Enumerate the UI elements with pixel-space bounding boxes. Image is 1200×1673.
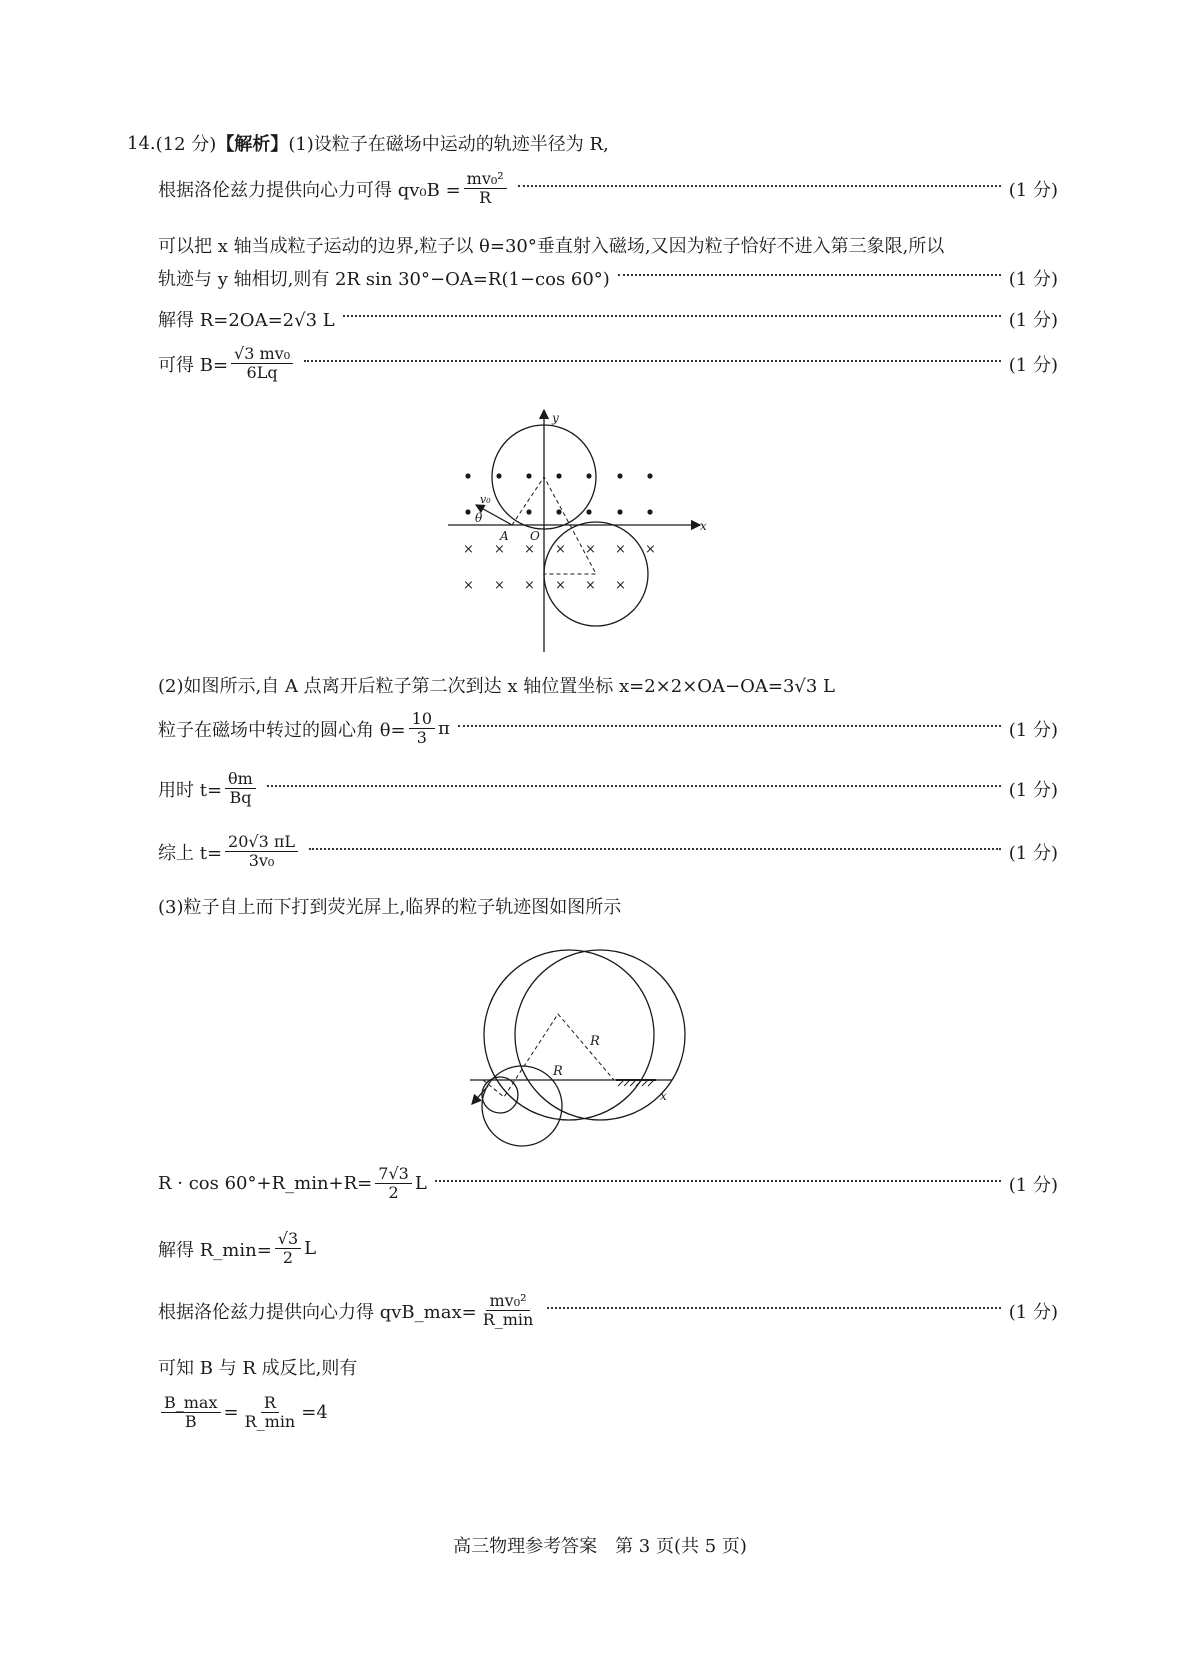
- part2-line1: [158, 672, 1058, 698]
- score-label: (1 分): [1008, 354, 1058, 376]
- leader-dots: [304, 360, 1001, 362]
- paragraph-text: 可知 B 与 R 成反比,则有: [158, 1358, 358, 1379]
- fraction-denominator: R_min: [244, 1412, 296, 1432]
- equals-sign: =: [223, 1402, 239, 1424]
- svg-text:×: ×: [524, 578, 535, 593]
- formula-tail: L: [414, 1173, 427, 1195]
- problem-heading: [127, 130, 1027, 156]
- part3-line3: [158, 1230, 1058, 1268]
- svg-text:×: ×: [615, 542, 626, 557]
- fraction: [225, 770, 256, 808]
- svg-text:×: ×: [585, 542, 596, 557]
- part3-line6: [158, 1394, 1058, 1432]
- dashed-radius-upper: [512, 477, 570, 525]
- leader-dots: [518, 185, 1001, 187]
- fraction-numerator: mv₀²: [464, 170, 507, 189]
- fraction-denominator: Bq: [229, 788, 252, 808]
- part2-line3: [158, 770, 1058, 808]
- fraction: [464, 170, 507, 208]
- formula-text: 解得 R=2OA=2√3 L: [158, 310, 335, 331]
- fraction-denominator: 2: [282, 1248, 294, 1268]
- leader-dots: [309, 848, 1001, 850]
- leader-dots: [343, 315, 1001, 317]
- part2-line4: [158, 833, 1058, 871]
- svg-text:×: ×: [555, 578, 566, 593]
- paragraph-text: 可以把 x 轴当成粒子运动的边界,粒子以 θ=30°垂直射入磁场,又因为粒子恰好不进入第三象限,所以: [158, 236, 945, 257]
- field-dots: [465, 473, 652, 514]
- problem-points: (12 分): [155, 134, 217, 155]
- screen-hatching: [616, 1080, 656, 1086]
- formula-text: 用时 t=: [158, 779, 223, 801]
- svg-text:×: ×: [463, 542, 474, 557]
- part3-line5: [158, 1354, 1058, 1380]
- part1-line3: [158, 265, 1058, 291]
- tiny-trajectory-circle: [482, 1077, 518, 1113]
- svg-text:×: ×: [463, 578, 474, 593]
- fraction: [375, 1165, 412, 1203]
- score-label: (1 分): [1008, 310, 1058, 331]
- formula-text: 根据洛伦兹力提供向心力可得 qv₀B =: [158, 179, 461, 201]
- figure-critical-trajectory: [460, 920, 700, 1150]
- theta-label: θ: [475, 511, 483, 525]
- fraction: [409, 710, 435, 748]
- formula-tail: L: [304, 1238, 317, 1260]
- fraction-numerator: mv₀²: [486, 1292, 529, 1311]
- fraction-denominator: R_min: [482, 1310, 534, 1330]
- radius-label-upper: R: [590, 1034, 600, 1049]
- svg-text:×: ×: [645, 542, 656, 557]
- point-a-label: A: [500, 529, 509, 543]
- leader-dots: [458, 725, 1001, 727]
- score-label: (1 分): [1008, 719, 1058, 741]
- part3-line1: [158, 893, 1058, 919]
- fraction: [480, 1292, 537, 1330]
- svg-text:×: ×: [585, 578, 596, 593]
- part3-line4: [158, 1292, 1058, 1330]
- score-label: (1 分): [1008, 269, 1058, 290]
- dashed-radius: [483, 1014, 614, 1097]
- formula-text: R · cos 60°+R_min+R=: [158, 1173, 373, 1195]
- leader-dots: [435, 1180, 1001, 1182]
- formula-text: 轨迹与 y 轴相切,则有 2R sin 30°−OA=R(1−cos 60°): [158, 269, 610, 290]
- fraction-numerator: θm: [225, 770, 256, 789]
- fraction: [161, 1394, 221, 1432]
- formula-tail: =4: [301, 1402, 328, 1424]
- paragraph-text: (3)粒子自上而下打到荧光屏上,临界的粒子轨迹图如图所示: [158, 897, 622, 918]
- leader-dots: [547, 1307, 1000, 1309]
- formula-text: 可得 B=: [158, 354, 229, 376]
- score-label: (1 分): [1008, 1174, 1058, 1196]
- problem-number: 14.: [127, 132, 156, 154]
- paragraph-text: (2)如图所示,自 A 点离开后粒子第二次到达 x 轴位置坐标 x=2×2×OA−OA=3√3 L: [158, 676, 836, 697]
- fraction-numerator: 10: [409, 710, 435, 729]
- score-label: (1 分): [1008, 779, 1058, 801]
- figure-magnetic-field-trajectory: [430, 400, 730, 660]
- formula-text: 粒子在磁场中转过的圆心角 θ=: [158, 719, 406, 741]
- fraction-denominator: 3: [416, 728, 427, 748]
- svg-text:×: ×: [555, 542, 566, 557]
- formula-text: 解得 R_min=: [158, 1239, 272, 1261]
- fraction: [231, 345, 293, 383]
- fraction: [275, 1230, 301, 1268]
- svg-text:×: ×: [615, 578, 626, 593]
- velocity-arrow: [472, 1086, 488, 1104]
- radius-label-lower: R: [553, 1064, 563, 1079]
- part1-line2: [158, 232, 1058, 258]
- leader-dots: [267, 785, 1001, 787]
- fraction: [225, 833, 298, 871]
- v0-label: v₀: [480, 493, 491, 506]
- part3-line2: [158, 1165, 1058, 1203]
- part1-line4: [158, 306, 1058, 332]
- score-label: (1 分): [1008, 179, 1058, 201]
- x-axis-label: x: [700, 519, 707, 533]
- fraction-denominator: 6Lq: [246, 363, 278, 383]
- part1-line1: [158, 170, 1058, 208]
- fraction-numerator: √3 mv₀: [231, 345, 293, 364]
- fraction-denominator: 3v₀: [248, 851, 275, 871]
- svg-text:×: ×: [494, 578, 505, 593]
- leader-dots: [618, 274, 1001, 276]
- field-crosses: [463, 542, 656, 593]
- fraction: [242, 1394, 299, 1432]
- large-trajectory-circle-left: [484, 950, 654, 1120]
- formula-text: 综上 t=: [158, 842, 223, 864]
- fraction-numerator: B_max: [161, 1394, 221, 1413]
- formula-text: 根据洛伦兹力提供向心力得 qvB_max=: [158, 1301, 477, 1323]
- x-axis-label: x: [660, 1089, 667, 1103]
- fraction-denominator: B: [184, 1412, 197, 1432]
- fraction-numerator: √3: [275, 1230, 301, 1249]
- origin-label: O: [530, 529, 540, 543]
- score-label: (1 分): [1008, 842, 1058, 864]
- fraction-numerator: R: [261, 1394, 279, 1413]
- part1-line5: [158, 345, 1058, 383]
- fraction-denominator: R: [479, 188, 492, 208]
- formula-tail: π: [438, 718, 450, 740]
- analysis-tag: 【解析】: [216, 134, 289, 155]
- page-footer: 高三物理参考答案 第 3 页(共 5 页): [453, 1536, 747, 1557]
- part2-line2: [158, 710, 1058, 748]
- svg-text:×: ×: [494, 542, 505, 557]
- score-label: (1 分): [1008, 1301, 1058, 1323]
- fraction-numerator: 7√3: [375, 1165, 412, 1184]
- svg-text:×: ×: [524, 542, 535, 557]
- fraction-numerator: 20√3 πL: [225, 833, 298, 852]
- y-axis-label: y: [552, 411, 559, 425]
- fraction-denominator: 2: [388, 1183, 399, 1203]
- problem-intro: (1)设粒子在磁场中运动的轨迹半径为 R,: [288, 134, 609, 155]
